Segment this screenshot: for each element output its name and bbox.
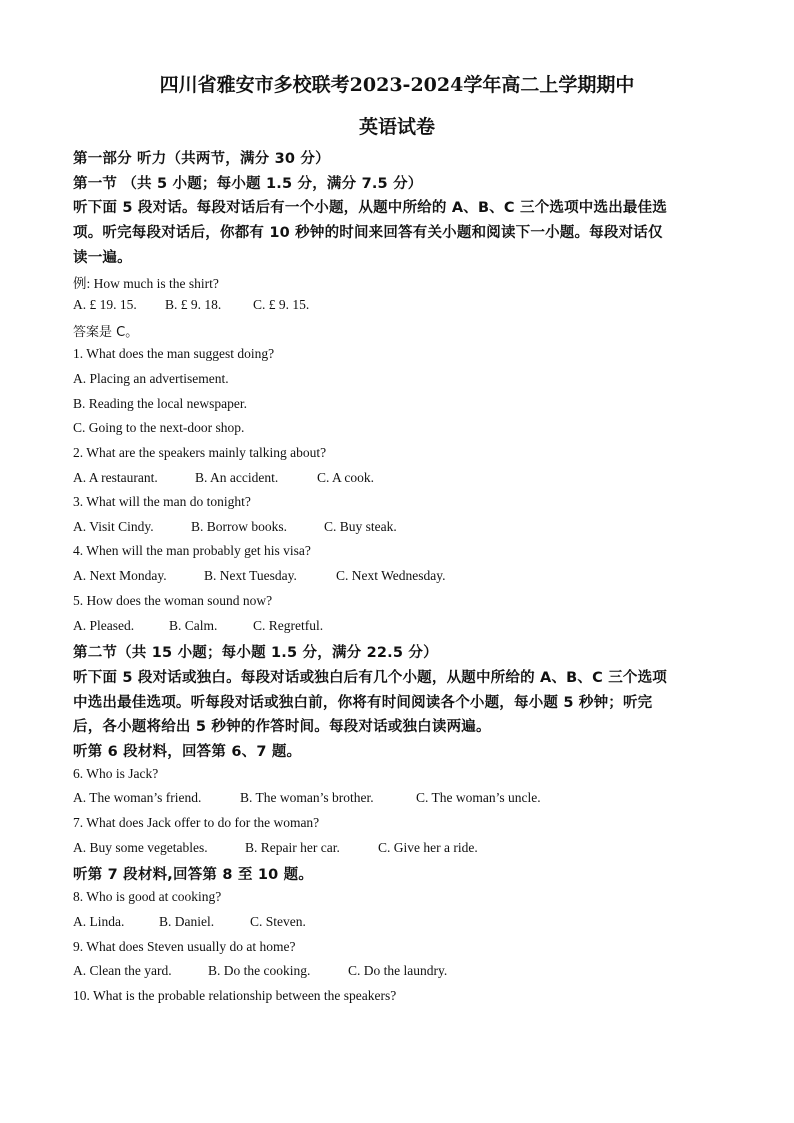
question-10: 10. What is the probable relationship between the speakers? xyxy=(73,988,397,1003)
example-options xyxy=(73,297,309,313)
section2-instructions-line1: 听下面 5 段对话或独白。每段对话或独白后有几个小题，从题中所给的 A、B、C 三个选项 xyxy=(73,670,667,686)
question-3-options xyxy=(73,519,397,535)
option-c: C. £ 9. 15. xyxy=(253,297,310,312)
section1-heading: 第一节 （共 5 小题；每小题 1.5 分，满分 7.5 分） xyxy=(73,176,423,192)
question-1-option-b: B. Reading the local newspaper. xyxy=(73,396,247,411)
option-b: B. Daniel. xyxy=(159,914,215,929)
question-7: 7. What does Jack offer to do for the woman? xyxy=(73,815,320,830)
exam-subtitle: 英语试卷 xyxy=(358,116,435,138)
material-6-heading: 听第 6 段材料，回答第 6、7 题。 xyxy=(73,744,302,760)
question-9-options xyxy=(73,963,447,979)
option-a: A. Linda. xyxy=(73,914,125,929)
option-a: A. Buy some vegetables. xyxy=(73,840,208,855)
option-a: A. £ 19. 15. xyxy=(73,297,137,312)
option-b: B. Borrow books. xyxy=(191,519,288,534)
option-a: A. Next Monday. xyxy=(73,568,167,583)
question-6-options xyxy=(73,790,541,806)
option-c: C. Regretful. xyxy=(253,618,324,633)
option-b: B. £ 9. 18. xyxy=(165,297,222,312)
option-b: B. Repair her car. xyxy=(245,840,340,855)
option-c: C. A cook. xyxy=(317,470,375,485)
question-7-options xyxy=(73,840,478,856)
question-2-options xyxy=(73,470,374,486)
section1-instructions-line3: 读一遍。 xyxy=(73,250,132,266)
option-c: C. Buy steak. xyxy=(324,519,397,534)
example-question: 例: How much is the shirt? xyxy=(73,276,219,291)
question-9: 9. What does Steven usually do at home? xyxy=(73,939,296,954)
question-5-options xyxy=(73,618,323,634)
option-a: A. A restaurant. xyxy=(73,470,158,485)
section1-instructions-line1: 听下面 5 段对话。每段对话后有一个小题，从题中所给的 A、B、C 三个选项中选出最佳选 xyxy=(73,200,667,216)
option-b: B. Next Tuesday. xyxy=(204,568,297,583)
part1-heading: 第一部分 听力（共两节，满分 30 分） xyxy=(73,151,330,167)
option-c: C. Next Wednesday. xyxy=(336,568,446,583)
section1-instructions-line2: 项。听完每段对话后，你都有 10 秒钟的时间来回答有关小题和阅读下一小题。每段对话仅 xyxy=(73,225,663,241)
option-a: A. Pleased. xyxy=(73,618,135,633)
exam-title: 四川省雅安市多校联考2023-2024学年高二上学期期中 xyxy=(159,74,635,96)
question-4-options xyxy=(73,568,446,584)
question-8: 8. Who is good at cooking? xyxy=(73,889,222,904)
question-1: 1. What does the man suggest doing? xyxy=(73,346,275,361)
option-c: C. The woman’s uncle. xyxy=(416,790,541,805)
question-3: 3. What will the man do tonight? xyxy=(73,494,251,509)
option-c: C. Steven. xyxy=(250,914,306,929)
question-2: 2. What are the speakers mainly talking about? xyxy=(73,445,327,460)
option-a: A. Clean the yard. xyxy=(73,963,172,978)
question-4: 4. When will the man probably get his visa? xyxy=(73,543,311,558)
option-a: A. The woman’s friend. xyxy=(73,790,202,805)
example-answer: 答案是 C。 xyxy=(73,325,139,340)
section2-instructions-line3: 后，各小题将给出 5 秒钟的作答时间。每段对话或独白读两遍。 xyxy=(73,719,491,735)
option-b: B. The woman’s brother. xyxy=(240,790,374,805)
section2-instructions-line2: 中选出最佳选项。听每段对话或独白前，你将有时间阅读各个小题，每小题 5 秒钟；听完 xyxy=(73,695,653,711)
question-6: 6. Who is Jack? xyxy=(73,766,159,781)
option-b: B. An accident. xyxy=(195,470,279,485)
option-c: C. Give her a ride. xyxy=(378,840,478,855)
material-7-heading: 听第 7 段材料,回答第 8 至 10 题。 xyxy=(73,867,314,883)
option-c: C. Do the laundry. xyxy=(348,963,448,978)
question-5: 5. How does the woman sound now? xyxy=(73,593,273,608)
question-1-option-a: A. Placing an advertisement. xyxy=(73,371,229,386)
question-1-option-c: C. Going to the next-door shop. xyxy=(73,420,245,435)
option-b: B. Do the cooking. xyxy=(208,963,311,978)
question-8-options xyxy=(73,914,306,930)
option-a: A. Visit Cindy. xyxy=(73,519,154,534)
option-b: B. Calm. xyxy=(169,618,218,633)
section2-heading: 第二节（共 15 小题；每小题 1.5 分，满分 22.5 分） xyxy=(73,645,438,661)
